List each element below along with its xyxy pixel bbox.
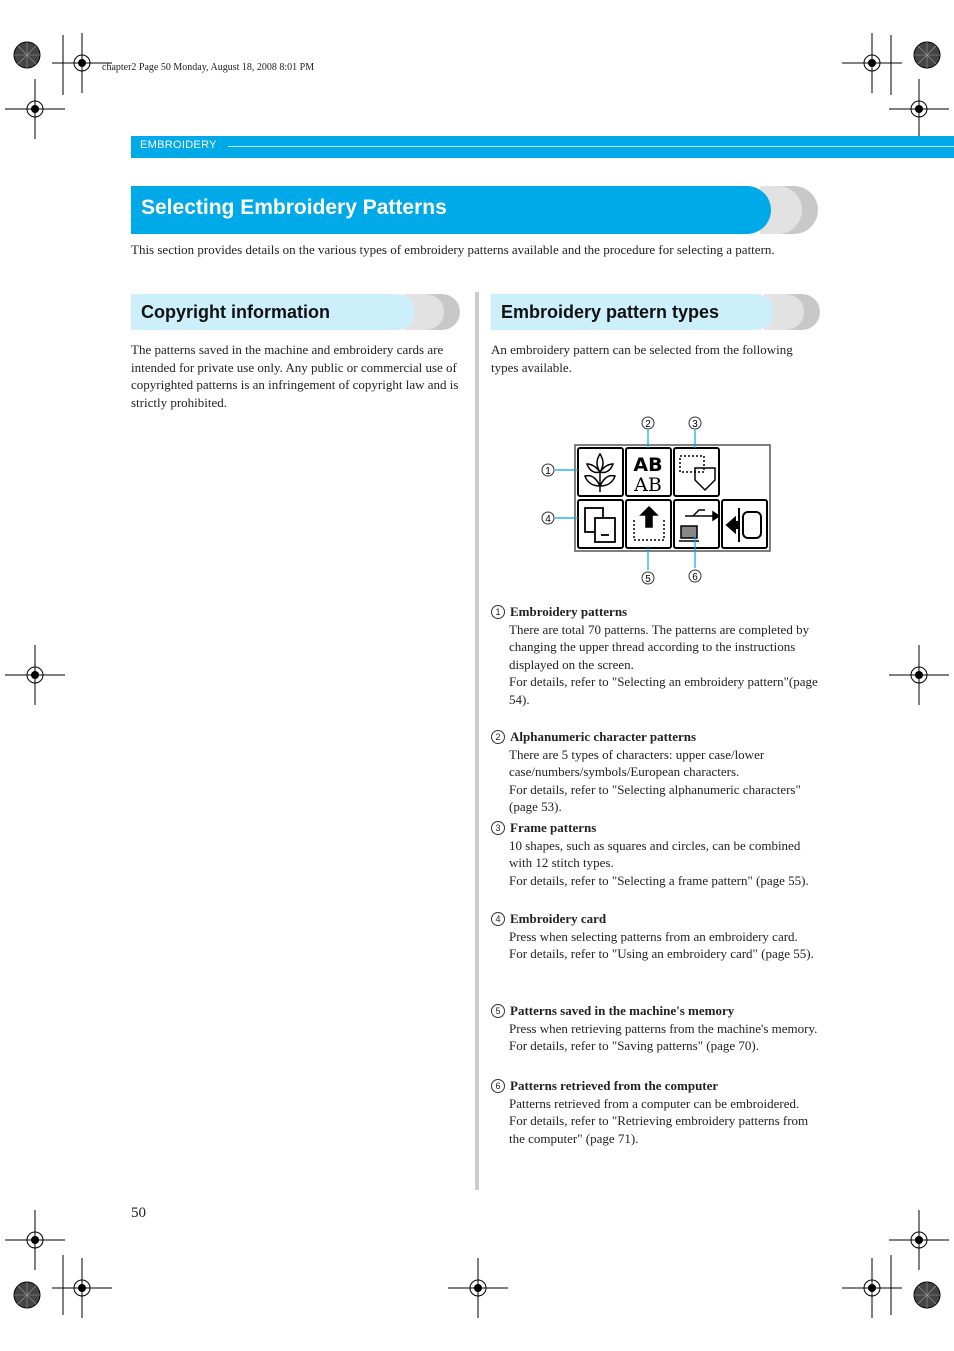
item-description: Patterns retrieved from a computer can be embroidered.	[509, 1095, 800, 1111]
item-number: 5	[491, 1004, 505, 1018]
callout-2: 2	[645, 419, 651, 430]
item-number: 1	[491, 605, 505, 619]
callout-3: 3	[692, 419, 698, 430]
list-item	[491, 728, 826, 816]
item-heading: Alphanumeric character patterns	[510, 729, 697, 744]
callout-1: 1	[545, 466, 551, 477]
intro-paragraph: This section provides details on the various types of embroidery patterns available and the procedure for selecting a pattern.	[131, 242, 775, 257]
item-description: There are total 70 patterns. The patterns are completed by changing the upper thread according to the instructions displayed on the screen.	[509, 621, 810, 672]
item-description: Press when selecting patterns from an embroidery card.	[509, 928, 798, 944]
item-heading: Embroidery patterns	[510, 604, 628, 619]
item-reference: For details, refer to "Selecting an embroidery pattern"(page 54).	[509, 674, 818, 707]
section-band-rule	[228, 146, 954, 147]
callout-4: 4	[545, 514, 551, 525]
item-description: There are 5 types of characters: upper case/lower case/numbers/symbols/European characters.	[509, 746, 765, 779]
item-number: 3	[491, 821, 505, 835]
callout-6: 6	[692, 572, 698, 583]
item-heading: Frame patterns	[510, 820, 597, 835]
list-item	[491, 603, 826, 708]
item-number: 4	[491, 912, 505, 926]
item-heading: Patterns saved in the machine's memory	[510, 1003, 735, 1018]
page-title: Selecting Embroidery Patterns	[141, 196, 447, 219]
item-heading: Embroidery card	[510, 911, 607, 926]
callout-5: 5	[645, 574, 651, 585]
item-number: 6	[491, 1079, 505, 1093]
item-reference: For details, refer to "Retrieving embroidery patterns from the computer" (page 71).	[509, 1113, 809, 1146]
list-item	[491, 1077, 826, 1147]
section-band	[131, 136, 954, 158]
item-heading: Patterns retrieved from the computer	[510, 1078, 719, 1093]
item-reference: For details, refer to "Saving patterns" (page 70).	[509, 1038, 759, 1053]
page-number: 50	[131, 1205, 146, 1221]
column-divider	[475, 292, 479, 1190]
ab-top-label: AB	[633, 454, 663, 476]
item-description: 10 shapes, such as squares and circles, can be combined with 12 stitch types.	[509, 837, 801, 870]
print-header: chapter2 Page 50 Monday, August 18, 2008 8:01 PM	[102, 62, 315, 73]
item-reference: For details, refer to "Selecting a frame pattern" (page 55).	[509, 872, 809, 888]
item-reference: For details, refer to "Selecting alphanumeric characters" (page 53).	[509, 781, 801, 814]
ab-bottom-label: AB	[634, 474, 662, 496]
list-item	[491, 1002, 826, 1055]
list-item	[491, 910, 826, 963]
list-item	[491, 819, 826, 889]
types-intro: An embroidery pattern can be selected from the following types available.	[491, 342, 793, 375]
copyright-body: The patterns saved in the machine and embroidery cards are intended for private use only. Any public or commercial use of copyrighted patterns is an infringement of copyright law and is strictly prohibited.	[131, 342, 459, 410]
section-band-label: EMBROIDERY	[140, 139, 217, 151]
types-heading: Embroidery pattern types	[501, 302, 720, 322]
copyright-heading: Copyright information	[141, 302, 330, 322]
item-description: Press when retrieving patterns from the machine's memory.	[509, 1020, 818, 1036]
item-reference: For details, refer to "Using an embroidery card" (page 55).	[509, 946, 814, 961]
machine-screen-illustration	[535, 410, 785, 592]
item-number: 2	[491, 730, 505, 744]
